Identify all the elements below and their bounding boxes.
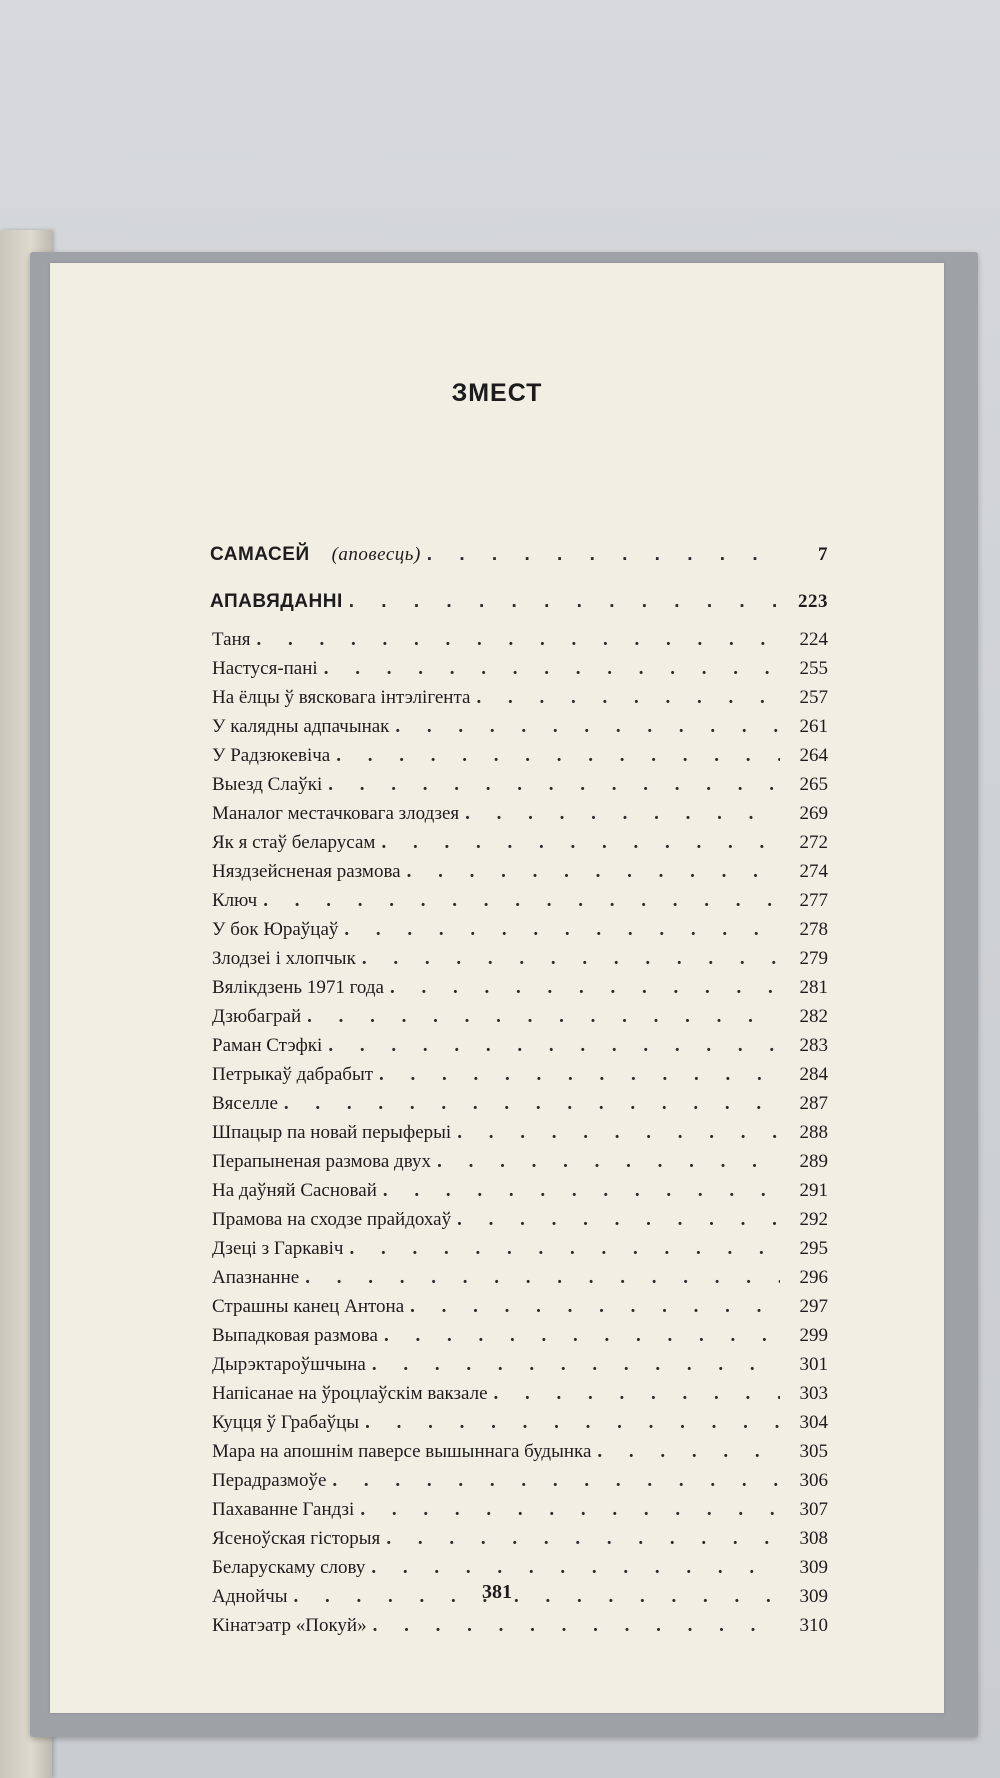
toc-entry-title: Мара на апошнім паверсе вышыннага будынка — [212, 1441, 592, 1462]
dot-leader — [256, 625, 780, 654]
toc-entry — [210, 886, 828, 915]
toc-entry — [210, 1379, 828, 1408]
dot-leader — [379, 1060, 780, 1089]
dot-leader — [305, 1263, 780, 1292]
toc-entry-title: Ключ — [212, 890, 258, 911]
dot-leader — [383, 1176, 780, 1205]
toc-entry — [210, 1350, 828, 1379]
dot-leader — [344, 915, 780, 944]
toc-entry-page: 287 — [799, 1093, 828, 1114]
toc-entry-page: 261 — [799, 716, 828, 737]
toc-entry-title: Куцця ў Грабаўцы — [212, 1412, 360, 1433]
toc-entry-title: Перапыненая размова двух — [212, 1151, 432, 1172]
toc-entry — [210, 828, 828, 857]
story-list — [210, 625, 828, 1640]
toc-entry — [210, 1466, 828, 1495]
toc-entry — [210, 1089, 828, 1118]
toc-entry — [210, 1118, 828, 1147]
dot-leader — [437, 1147, 780, 1176]
page-number: 381 — [482, 1581, 512, 1603]
toc-entry-page: 309 — [799, 1557, 828, 1578]
toc-entry-title: Дзюбаграй — [212, 1006, 302, 1027]
dot-leader — [372, 1350, 780, 1379]
toc-entry-page: 274 — [799, 861, 828, 882]
toc-entry-page: 279 — [799, 948, 828, 969]
toc-entry — [210, 1234, 828, 1263]
toc-entry-title: Апазнанне — [212, 1267, 300, 1288]
dot-leader — [494, 1379, 780, 1408]
toc-entry-page: 307 — [799, 1499, 828, 1520]
toc-entry-title: Перадразмоўе — [212, 1470, 327, 1491]
dot-leader — [263, 886, 780, 915]
toc-entry — [210, 1611, 828, 1640]
toc-entry-title: У калядны адпачынак — [212, 716, 390, 737]
toc-entry-title: На ёлцы ў вясковага інтэлігента — [212, 687, 471, 708]
toc-entry-page: 295 — [799, 1238, 828, 1259]
toc-entry-title: Напісанае на ўроцлаўскім вакзале — [212, 1383, 488, 1404]
dot-leader — [307, 1002, 780, 1031]
book-page — [50, 263, 944, 1713]
toc-entry-page: 301 — [799, 1354, 828, 1375]
dot-leader — [476, 683, 780, 712]
dot-leader — [324, 654, 780, 683]
toc-entry-page: 278 — [799, 919, 828, 940]
toc-entry — [210, 1263, 828, 1292]
toc-section — [210, 531, 828, 578]
dot-leader — [410, 1292, 780, 1321]
toc-entry-title: Раман Стэфкі — [212, 1035, 323, 1056]
toc-section-subtitle: (аповесць) — [331, 544, 421, 565]
toc-entry-page: 265 — [799, 774, 828, 795]
toc-entry-title: Страшны канец Антона — [212, 1296, 405, 1317]
toc-entry-title: Выезд Слаўкі — [212, 774, 323, 795]
toc-entry-page: 306 — [799, 1470, 828, 1491]
toc-section-page: 7 — [818, 544, 828, 565]
toc-entry-page: 257 — [799, 687, 828, 708]
toc-section-title: АПАВЯДАННІ — [210, 591, 343, 612]
toc-entry-title: Петрыкаў дабрабыт — [212, 1064, 374, 1085]
toc-entry — [210, 973, 828, 1002]
table-of-contents — [210, 531, 828, 1640]
dot-leader — [407, 857, 780, 886]
toc-entry-page: 277 — [799, 890, 828, 911]
toc-entry — [210, 1147, 828, 1176]
toc-entry-page: 305 — [799, 1441, 828, 1462]
dot-leader — [328, 1031, 780, 1060]
toc-entry-title: У бок Юраўцаў — [212, 919, 339, 940]
toc-entry-title: Прамова на сходзе прайдохаў — [212, 1209, 452, 1230]
toc-entry-title: Шпацыр па новай перыферыі — [212, 1122, 452, 1143]
dot-leader — [332, 1466, 780, 1495]
toc-entry — [210, 741, 828, 770]
toc-entry — [210, 1321, 828, 1350]
toc-entry-title: Злодзеі і хлопчык — [212, 948, 356, 969]
toc-entry — [210, 712, 828, 741]
dot-leader — [597, 1437, 780, 1466]
toc-entry-title: Маналог местачковага злодзея — [212, 803, 460, 824]
toc-entry — [210, 1060, 828, 1089]
toc-entry-title: Кінатэатр «Покуй» — [212, 1615, 367, 1636]
toc-entry-title: Вялікдзень 1971 года — [212, 977, 384, 998]
toc-entry-page: 310 — [799, 1615, 828, 1636]
toc-entry — [210, 1205, 828, 1234]
toc-entry-page: 283 — [799, 1035, 828, 1056]
toc-entry-title: Выпадковая размова — [212, 1325, 378, 1346]
dot-leader — [328, 770, 780, 799]
dot-leader — [381, 828, 780, 857]
toc-entry — [210, 1292, 828, 1321]
toc-entry-page: 304 — [799, 1412, 828, 1433]
toc-section-title: САМАСЕЙ — [210, 544, 310, 565]
toc-entry-page: 281 — [799, 977, 828, 998]
toc-entry — [210, 1002, 828, 1031]
dot-leader — [336, 741, 780, 770]
dot-leader — [371, 1553, 780, 1582]
toc-entry-page: 288 — [799, 1122, 828, 1143]
toc-entry-title: Таня — [212, 629, 251, 650]
dot-leader — [365, 1408, 780, 1437]
toc-entry-page: 308 — [799, 1528, 828, 1549]
toc-entry — [210, 654, 828, 683]
dot-leader — [284, 1089, 780, 1118]
dot-leader — [360, 1495, 780, 1524]
toc-entry-page: 292 — [799, 1209, 828, 1230]
dot-leader — [395, 712, 780, 741]
dot-leader — [390, 973, 780, 1002]
toc-entry-page: 309 — [799, 1586, 828, 1607]
toc-entry — [210, 1495, 828, 1524]
toc-section — [210, 578, 828, 625]
toc-entry — [210, 799, 828, 828]
toc-section-page: 223 — [798, 591, 828, 612]
toc-entry — [210, 1524, 828, 1553]
toc-entry-title: Няздзейсненая размова — [212, 861, 401, 882]
toc-entry — [210, 857, 828, 886]
toc-entry-title: Аднойчы — [212, 1586, 288, 1607]
toc-entry-page: 297 — [799, 1296, 828, 1317]
page-title: ЗМЕСТ — [451, 379, 543, 407]
toc-entry — [210, 625, 828, 654]
dot-leader — [373, 1611, 780, 1640]
toc-entry-title: Ясеноўская гісторыя — [212, 1528, 381, 1549]
toc-entry — [210, 1031, 828, 1060]
toc-entry-page: 224 — [799, 629, 828, 650]
toc-entry-title: На даўняй Сасновай — [212, 1180, 377, 1201]
toc-entry-page: 303 — [799, 1383, 828, 1404]
toc-entry-page: 291 — [799, 1180, 828, 1201]
toc-entry — [210, 1176, 828, 1205]
toc-entry-title: Дырэктароўшчына — [212, 1354, 366, 1375]
dot-leader — [457, 1205, 780, 1234]
toc-entry-title: Настуся-пані — [212, 658, 318, 679]
toc-entry-page: 264 — [799, 745, 828, 766]
toc-entry — [210, 770, 828, 799]
toc-entry-page: 282 — [799, 1006, 828, 1027]
dot-leader — [465, 799, 780, 828]
toc-entry — [210, 944, 828, 973]
toc-entry-page: 272 — [799, 832, 828, 853]
toc-entry — [210, 1437, 828, 1466]
toc-entry-page: 255 — [799, 658, 828, 679]
dot-leader — [349, 578, 780, 625]
dot-leader — [427, 531, 780, 578]
dot-leader — [386, 1524, 780, 1553]
toc-entry-title: Беларускаму слову — [212, 1557, 366, 1578]
toc-entry-title: Вяселле — [212, 1093, 278, 1114]
toc-entry-title: У Радзюкевіча — [212, 745, 331, 766]
toc-entry-page: 296 — [799, 1267, 828, 1288]
toc-entry — [210, 1553, 828, 1582]
toc-entry-title: Пахаванне Гандзі — [212, 1499, 355, 1520]
dot-leader — [349, 1234, 780, 1263]
toc-entry-page: 269 — [799, 803, 828, 824]
toc-entry-title: Як я стаў беларусам — [212, 832, 376, 853]
toc-entry-title: Дзеці з Гаркавіч — [212, 1238, 344, 1259]
toc-entry-page: 299 — [799, 1325, 828, 1346]
dot-leader — [457, 1118, 780, 1147]
toc-entry-page: 289 — [799, 1151, 828, 1172]
dot-leader — [384, 1321, 780, 1350]
toc-entry — [210, 683, 828, 712]
dot-leader — [362, 944, 780, 973]
toc-entry-page: 284 — [799, 1064, 828, 1085]
toc-entry — [210, 915, 828, 944]
toc-entry — [210, 1408, 828, 1437]
